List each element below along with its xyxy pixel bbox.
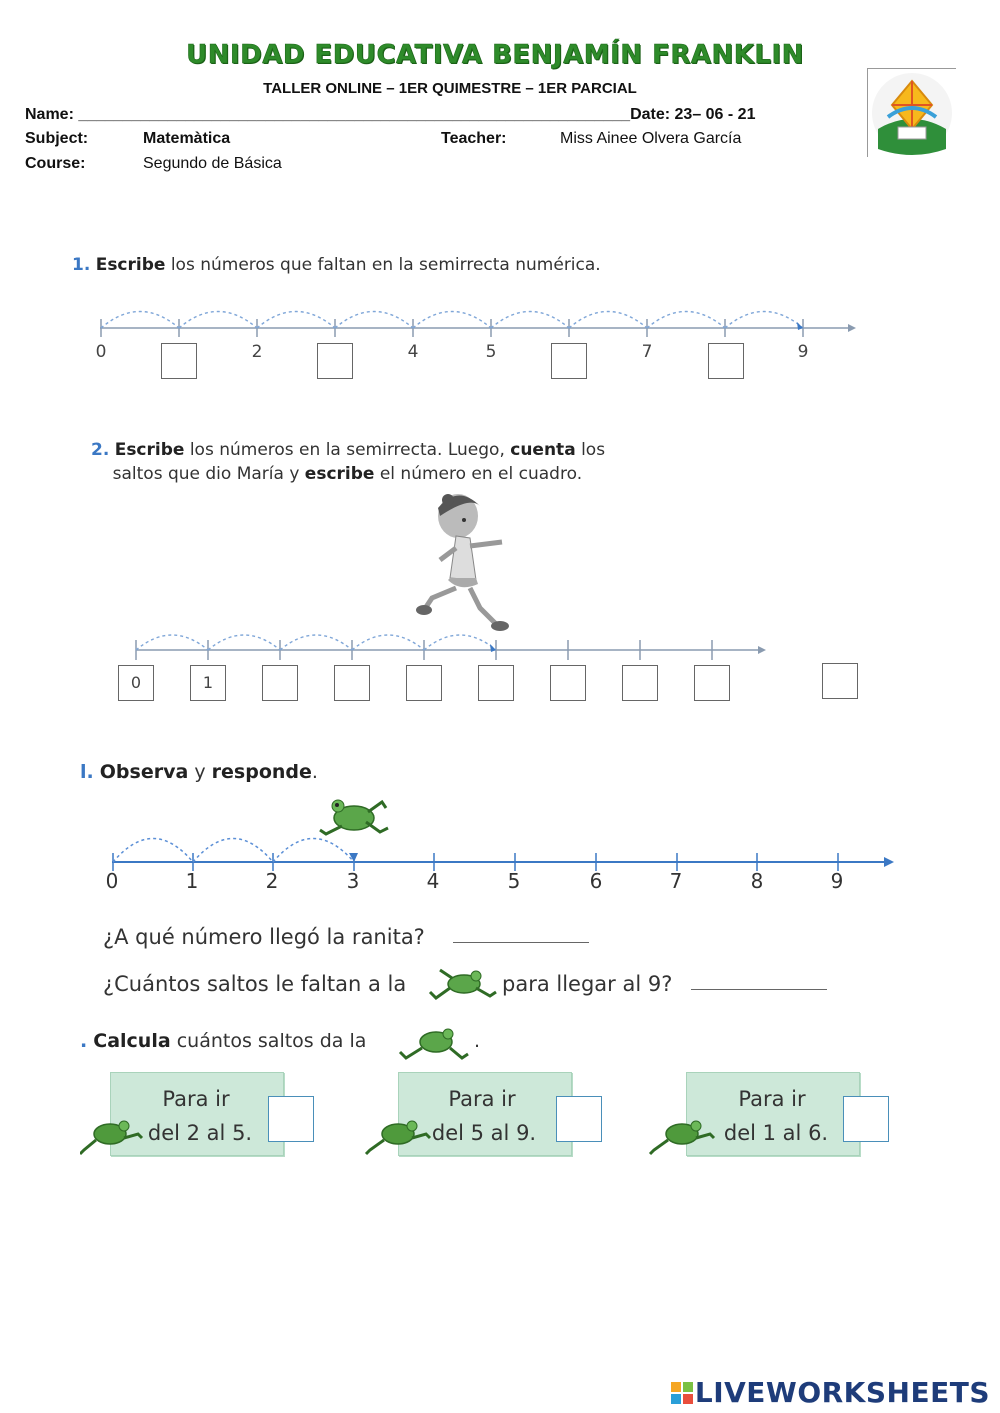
ex3-label-6: 6 (589, 869, 603, 893)
frog-card-1-icon (80, 1112, 144, 1158)
date-text: Date: 23– 06 - 21 (630, 106, 756, 123)
frog-card-2-icon (364, 1112, 436, 1158)
ex3-question-2a: ¿Cuántos saltos le faltan a la (103, 972, 407, 996)
teacher-label: Teacher: (441, 130, 507, 147)
liveworksheets-brand: LIVEWORKSHEETS (671, 1376, 990, 1409)
subject-value: Matemàtica (143, 130, 231, 147)
frog-small-icon (428, 962, 498, 1006)
ex3-label-4: 4 (426, 869, 440, 893)
ex3-answer-line-1[interactable] (453, 942, 589, 943)
ex1-label-0: 0 (95, 342, 107, 362)
ex2-answer-box-2[interactable] (262, 665, 298, 701)
ex3-label-5: 5 (507, 869, 521, 893)
ex1-instruction: 1. Escribe los números que faltan en la semirrecta numérica. (72, 255, 601, 275)
ex4-card-1-line2: del 2 al 5. (147, 1121, 253, 1145)
ex2-answer-box-6[interactable] (550, 665, 586, 701)
teacher-value: Miss Ainee Olvera García (560, 130, 742, 147)
ex3-question-2b: para llegar al 9? (502, 972, 673, 996)
ex1-label-9: 9 (797, 342, 809, 362)
worksheet-subtitle: TALLER ONLINE – 1ER QUIMESTRE – 1ER PARCIAL (263, 80, 637, 97)
ex4-card-2-line2: del 5 al 9. (431, 1121, 537, 1145)
course-label: Course: (25, 155, 86, 172)
ex3-label-7: 7 (669, 869, 683, 893)
school-logo (867, 68, 956, 157)
ex4-card-2-line1: Para ir (448, 1087, 516, 1111)
ex3-question-1: ¿A qué número llegó la ranita? (103, 925, 425, 949)
ex3-label-0: 0 (105, 869, 119, 893)
ex1-label-4: 4 (407, 342, 419, 362)
ex2-answer-box-7[interactable] (622, 665, 658, 701)
ex2-jumps-answer-box[interactable] (822, 663, 858, 699)
ex3-label-3: 3 (346, 869, 360, 893)
ex1-label-7: 7 (641, 342, 653, 362)
school-title: UNIDAD EDUCATIVA BENJAMÍN FRANKLIN (186, 40, 804, 70)
name-line[interactable]: ______________________________________________________________ (78, 106, 631, 123)
running-girl-illustration (410, 488, 520, 638)
ex2-instruction: 2. Escribe los números en la semirrecta. Luego, cuenta los saltos que dio María y escribe el número en el cuadro. (91, 440, 606, 484)
ex2-box-0: 0 (118, 665, 154, 701)
ex1-label-5: 5 (485, 342, 497, 362)
ex3-number-line (0, 815, 1000, 875)
liveworksheets-logo-icon (671, 1378, 693, 1400)
ex4-period: . (474, 1030, 481, 1052)
ex3-label-8: 8 (750, 869, 764, 893)
ex1-label-2: 2 (251, 342, 263, 362)
frog-card-3-icon (648, 1112, 720, 1158)
ex4-answer-box-1[interactable] (268, 1096, 314, 1142)
ex3-answer-line-2[interactable] (691, 989, 827, 990)
ex2-answer-box-8[interactable] (694, 665, 730, 701)
ex4-card-3-line1: Para ir (738, 1087, 806, 1111)
ex3-label-9: 9 (830, 869, 844, 893)
ex1-number-line (0, 295, 1000, 385)
ex3-instruction: l. Observa y responde. (80, 761, 318, 783)
course-value: Segundo de Básica (143, 155, 282, 172)
ex4-card-1-line1: Para ir (162, 1087, 230, 1111)
ex1-answer-box-6[interactable] (551, 343, 587, 379)
ex4-card-3-line2: del 1 al 6. (723, 1121, 829, 1145)
ex1-answer-box-8[interactable] (708, 343, 744, 379)
ex3-label-1: 1 (185, 869, 199, 893)
subject-label: Subject: (25, 130, 89, 147)
ex1-answer-box-3[interactable] (317, 343, 353, 379)
ex2-answer-box-4[interactable] (406, 665, 442, 701)
ex3-label-2: 2 (265, 869, 279, 893)
ex2-box-1: 1 (190, 665, 226, 701)
name-label: Name: (25, 106, 74, 123)
ex2-answer-box-3[interactable] (334, 665, 370, 701)
ex2-answer-box-5[interactable] (478, 665, 514, 701)
ex4-answer-box-3[interactable] (843, 1096, 889, 1142)
ex1-answer-box-1[interactable] (161, 343, 197, 379)
ex4-instruction: . Calcula cuántos saltos da la (80, 1030, 367, 1052)
frog-instruction-icon (398, 1020, 470, 1066)
name-row (25, 106, 755, 124)
ex4-answer-box-2[interactable] (556, 1096, 602, 1142)
